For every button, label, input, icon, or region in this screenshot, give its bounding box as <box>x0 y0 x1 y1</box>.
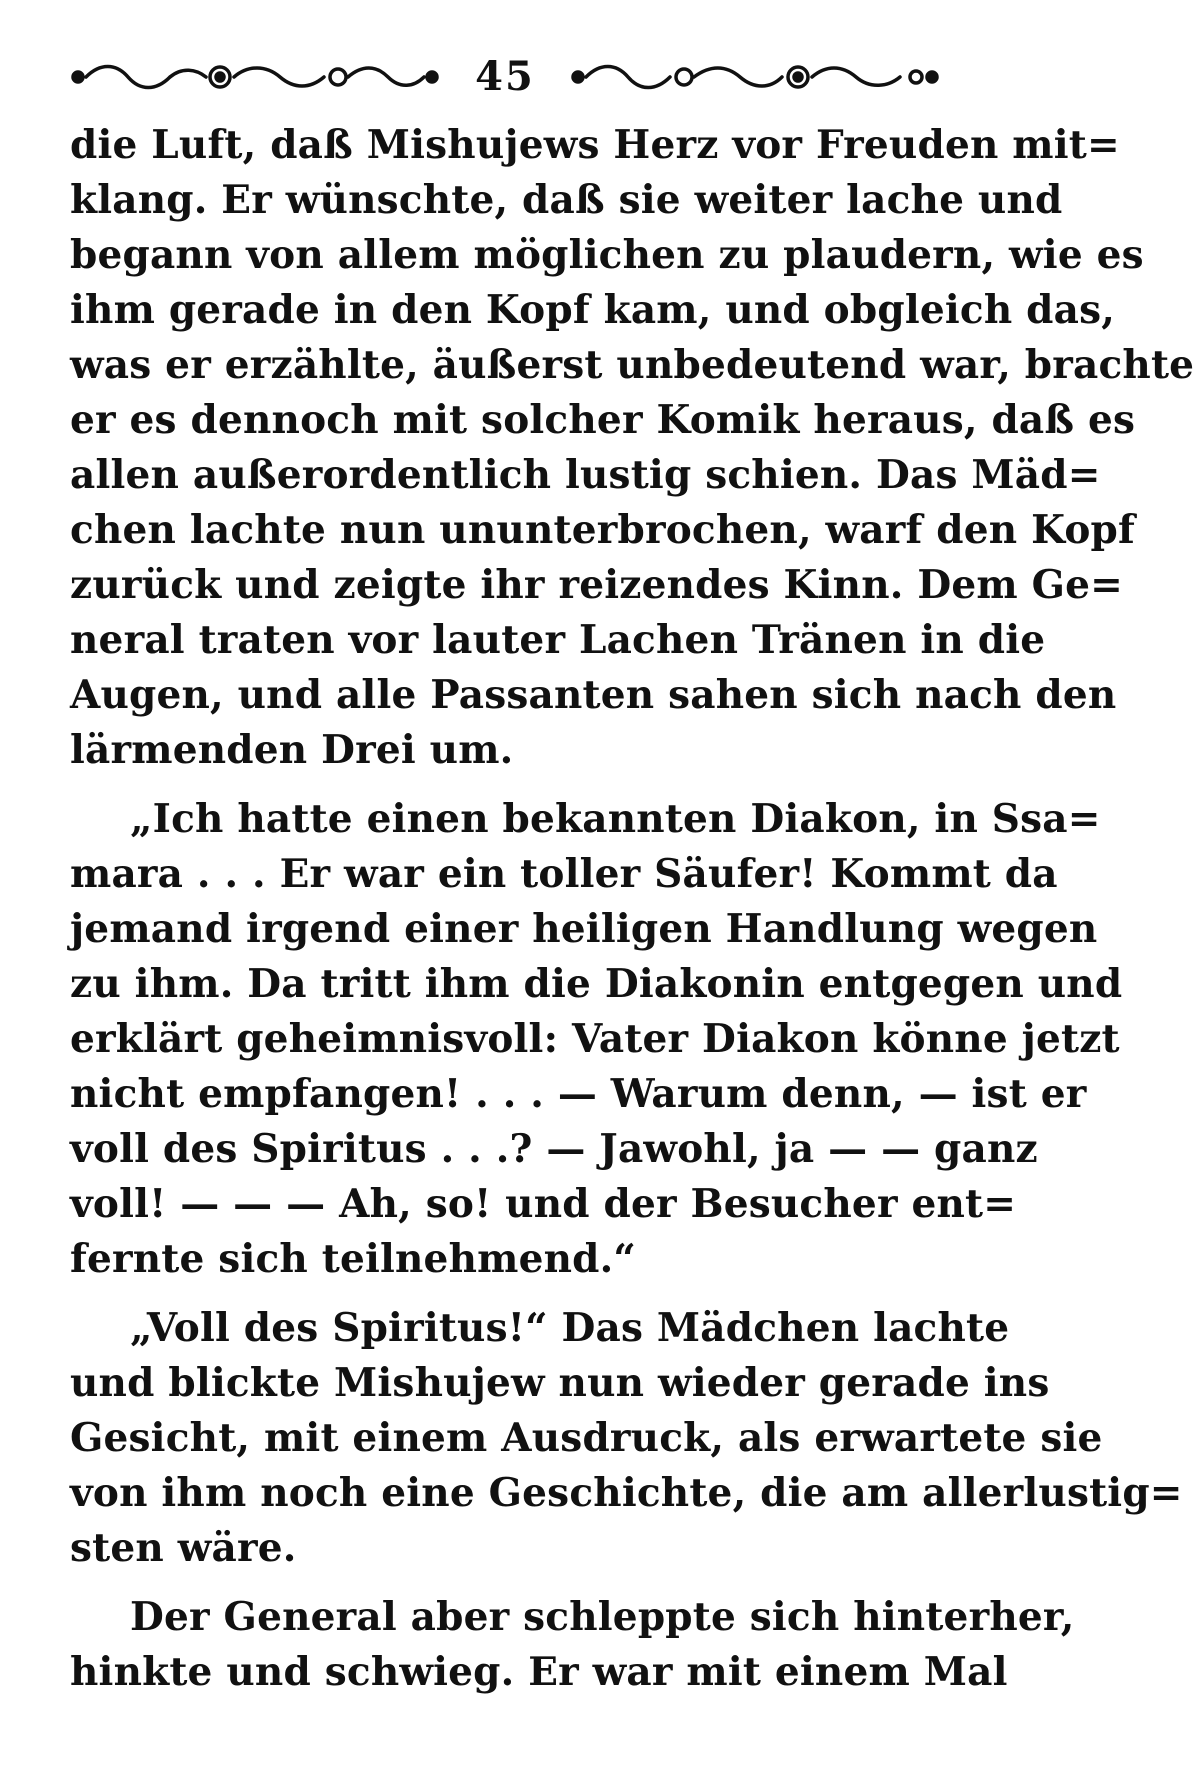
left-ornament-icon <box>70 57 440 97</box>
text-line: die Luft, daß Mishujews Herz vor Freuden mit= <box>70 122 1120 168</box>
text-line: hinkte und schwieg. Er war mit einem Mal <box>70 1649 1008 1695</box>
text-line: Augen, und alle Passanten sahen sich nach den <box>70 672 1117 718</box>
text-line: neral traten vor lauter Lachen Tränen in die <box>70 617 1046 663</box>
paragraph-3 <box>70 1301 1183 1576</box>
paragraph-2 <box>70 792 1123 1287</box>
text-line: zurück und zeigte ihr reizendes Kinn. Dem Ge= <box>70 562 1124 608</box>
text-line: zu ihm. Da tritt ihm die Diakonin entgegen und <box>70 961 1123 1007</box>
text-line: voll des Spiritus . . .? — Jawohl, ja — — ganz <box>70 1126 1038 1172</box>
paragraph-spacer <box>70 1287 940 1301</box>
text-line: erklärt geheimnisvoll: Vater Diakon könne jetzt <box>70 1016 1120 1062</box>
page-number: 45 <box>475 53 535 100</box>
text-line: und blickte Mishujew nun wieder gerade ins <box>70 1360 1050 1406</box>
text-line: ihm gerade in den Kopf kam, und obgleich das, <box>70 287 1116 333</box>
text-line: begann von allem möglichen zu plaudern, wie es <box>70 232 1144 278</box>
page-header <box>70 52 940 102</box>
text-line: „Voll des Spiritus!“ Das Mädchen lachte <box>130 1305 1010 1351</box>
body-text <box>70 118 1194 1700</box>
text-line: von ihm noch eine Geschichte, die am allerlustig= <box>70 1470 1183 1516</box>
text-line: was er erzählte, äußerst unbedeutend war, brachte <box>70 342 1194 388</box>
text-line: sten wäre. <box>70 1525 297 1571</box>
text-line: chen lachte nun ununterbrochen, warf den Kopf <box>70 507 1135 553</box>
text-line: allen außerordentlich lustig schien. Das Mäd= <box>70 452 1101 498</box>
text-line: klang. Er wünschte, daß sie weiter lache und <box>70 177 1063 223</box>
text-line: „Ich hatte einen bekannten Diakon, in Ssa= <box>130 796 1101 842</box>
text-line: nicht empfangen! . . . — Warum denn, — ist er <box>70 1071 1087 1117</box>
paragraph-spacer <box>70 1576 940 1590</box>
text-line: voll! — — — Ah, so! und der Besucher ent= <box>70 1181 1017 1227</box>
text-line: Gesicht, mit einem Ausdruck, als erwartete sie <box>70 1415 1103 1461</box>
paragraph-4 <box>70 1590 1075 1700</box>
paragraph-spacer <box>70 778 940 792</box>
right-ornament-icon <box>570 57 940 97</box>
text-line: lärmenden Drei um. <box>70 727 514 773</box>
text-line: er es dennoch mit solcher Komik heraus, daß es <box>70 397 1136 443</box>
text-line: mara . . . Er war ein toller Säufer! Kommt da <box>70 851 1058 897</box>
text-line: fernte sich teilnehmend.“ <box>70 1236 637 1282</box>
text-line: jemand irgend einer heiligen Handlung wegen <box>70 906 1098 952</box>
text-line: Der General aber schleppte sich hinterher, <box>130 1594 1075 1640</box>
paragraph-1 <box>70 118 1194 778</box>
